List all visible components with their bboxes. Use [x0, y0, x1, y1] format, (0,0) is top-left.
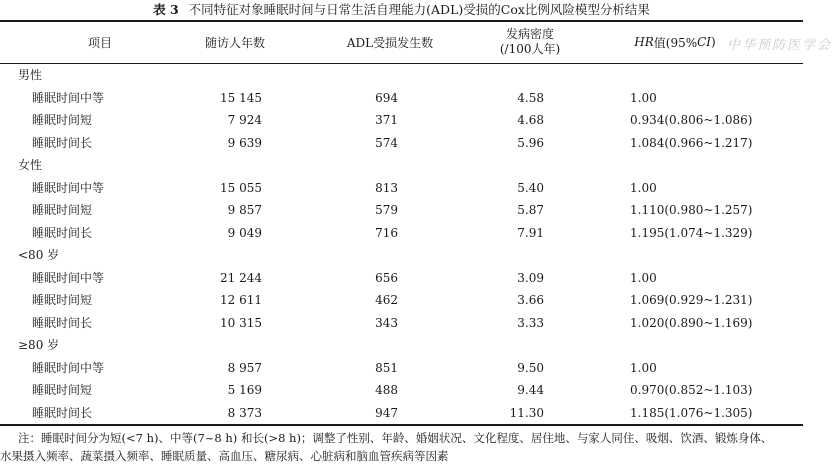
cell-person-years: 8 957	[227, 360, 262, 375]
cell-adl-events: 947	[375, 405, 398, 420]
cell-item: 睡眠时间长	[32, 315, 93, 330]
cell-person-years: 7 924	[227, 113, 262, 127]
cell-item: 睡眠时间中等	[32, 180, 105, 195]
header-adl-events: ADL受损发生数	[346, 35, 434, 50]
cell-adl-events: 851	[375, 360, 398, 375]
cell-adl-events: 488	[375, 383, 398, 397]
cell-person-years: 5 169	[227, 383, 262, 397]
cell-incidence: 9.44	[517, 383, 544, 397]
cell-hr-ci: 1.185(1.076~1.305)	[630, 405, 753, 420]
table-row	[0, 402, 803, 425]
table-row	[0, 379, 803, 402]
group-row	[0, 64, 803, 87]
header-person-years: 随访人年数	[204, 35, 265, 50]
table-row	[0, 87, 803, 110]
header-hr	[620, 21, 730, 63]
cell-incidence: 11.30	[509, 405, 544, 420]
cell-incidence: 9.50	[517, 360, 544, 375]
header-hr-italic: HR	[634, 35, 654, 49]
cell-item: 睡眠时间短	[32, 293, 93, 307]
cell-adl-events: 579	[375, 203, 398, 217]
table-header	[0, 21, 832, 63]
cell-item: 睡眠时间中等	[32, 270, 105, 285]
cell-person-years: 15 055	[220, 180, 262, 195]
cell-item: <80 岁	[18, 248, 60, 262]
header-hr-text: 值(95%	[653, 35, 698, 50]
cell-hr-ci: 1.00	[630, 360, 657, 375]
table-row	[0, 312, 803, 335]
cell-incidence: 5.40	[517, 180, 544, 195]
cell-person-years: 9 857	[227, 203, 262, 217]
cell-incidence: 3.09	[517, 270, 544, 285]
cell-incidence: 3.66	[517, 293, 544, 307]
cell-hr-ci: 1.00	[630, 90, 657, 105]
table-title: 不同特征对象睡眠时间与日常生活自理能力(ADL)受损的Cox比例风险模型分析结果	[188, 2, 650, 17]
cell-item: 睡眠时间长	[32, 225, 93, 240]
cell-hr-ci: 1.110(0.980~1.257)	[630, 203, 753, 217]
table-row	[0, 109, 803, 132]
cell-person-years: 10 315	[220, 315, 262, 330]
cell-incidence: 5.96	[517, 135, 544, 150]
table-note	[0, 429, 798, 465]
cell-adl-events: 716	[375, 225, 398, 240]
note-line-1: 注：睡眠时间分为短(<7 h)、中等(7~8 h) 和长(>8 h)；调整了性别、年龄、婚姻状况、文化程度、居住地、与家人同住、吸烟、饮酒、锻炼身体、	[18, 431, 773, 445]
header-incidence-line1: 发病密度	[505, 27, 554, 41]
cell-hr-ci: 1.084(0.966~1.217)	[630, 135, 753, 150]
cell-item: 睡眠时间长	[32, 135, 93, 150]
cell-item: 睡眠时间中等	[32, 360, 105, 375]
cell-hr-ci: 0.934(0.806~1.086)	[630, 113, 753, 127]
cell-adl-events: 343	[375, 315, 398, 330]
table-row	[0, 132, 803, 155]
header-ci-italic: CI	[697, 35, 712, 49]
cell-hr-ci: 1.00	[630, 180, 657, 195]
cell-hr-ci: 1.020(0.890~1.169)	[630, 315, 753, 330]
table-row	[0, 267, 803, 290]
cell-person-years: 21 244	[220, 270, 262, 285]
table-row	[0, 289, 803, 312]
group-row	[0, 334, 803, 357]
cell-item: 睡眠时间短	[32, 113, 93, 127]
cell-item: 女性	[18, 158, 43, 172]
cell-incidence: 5.87	[517, 203, 544, 217]
cell-item: 睡眠时间中等	[32, 90, 105, 105]
group-row	[0, 154, 803, 177]
cell-hr-ci: 1.069(0.929~1.231)	[630, 293, 753, 307]
header-incidence	[480, 21, 580, 63]
cell-incidence: 3.33	[517, 315, 544, 330]
table-row	[0, 177, 803, 200]
cell-hr-ci: 0.970(0.852~1.103)	[630, 383, 753, 397]
table-row	[0, 199, 803, 222]
cell-item: 男性	[18, 68, 43, 82]
cell-item: 睡眠时间短	[32, 203, 93, 217]
cell-item: ≥80 岁	[18, 338, 60, 352]
cell-person-years: 9 049	[227, 225, 262, 240]
cell-incidence: 7.91	[517, 225, 544, 240]
cell-incidence: 4.58	[517, 90, 544, 105]
table-row	[0, 222, 803, 245]
table-caption	[0, 0, 803, 20]
group-row	[0, 244, 803, 267]
table-row	[0, 357, 803, 380]
cell-item: 睡眠时间短	[32, 383, 93, 397]
cell-adl-events: 462	[375, 293, 398, 307]
note-line-2: 水果摄入频率、蔬菜摄入频率、睡眠质量、高血压、糖尿病、心脏病和脑血管疾病等因素	[0, 449, 449, 463]
cell-adl-events: 813	[375, 180, 398, 195]
cell-hr-ci: 1.00	[630, 270, 657, 285]
header-item: 项目	[87, 35, 112, 50]
table-body	[0, 64, 803, 424]
cell-person-years: 9 639	[227, 135, 262, 150]
bottom-rule	[0, 424, 803, 426]
cell-adl-events: 656	[375, 270, 398, 285]
cell-adl-events: 371	[375, 113, 398, 127]
cell-adl-events: 574	[375, 135, 398, 150]
header-incidence-line2: (/100人年)	[499, 42, 561, 56]
cell-person-years: 15 145	[220, 90, 262, 105]
cell-person-years: 12 611	[220, 293, 262, 307]
table-number: 表 3	[153, 2, 179, 17]
cell-item: 睡眠时间长	[32, 405, 93, 420]
cell-adl-events: 694	[375, 90, 398, 105]
watermark-stamp: 中华预防医学会	[727, 38, 832, 53]
cell-person-years: 8 373	[227, 405, 262, 420]
cell-hr-ci: 1.195(1.074~1.329)	[630, 225, 753, 240]
header-hr-close: )	[711, 35, 716, 49]
cell-incidence: 4.68	[517, 113, 544, 127]
